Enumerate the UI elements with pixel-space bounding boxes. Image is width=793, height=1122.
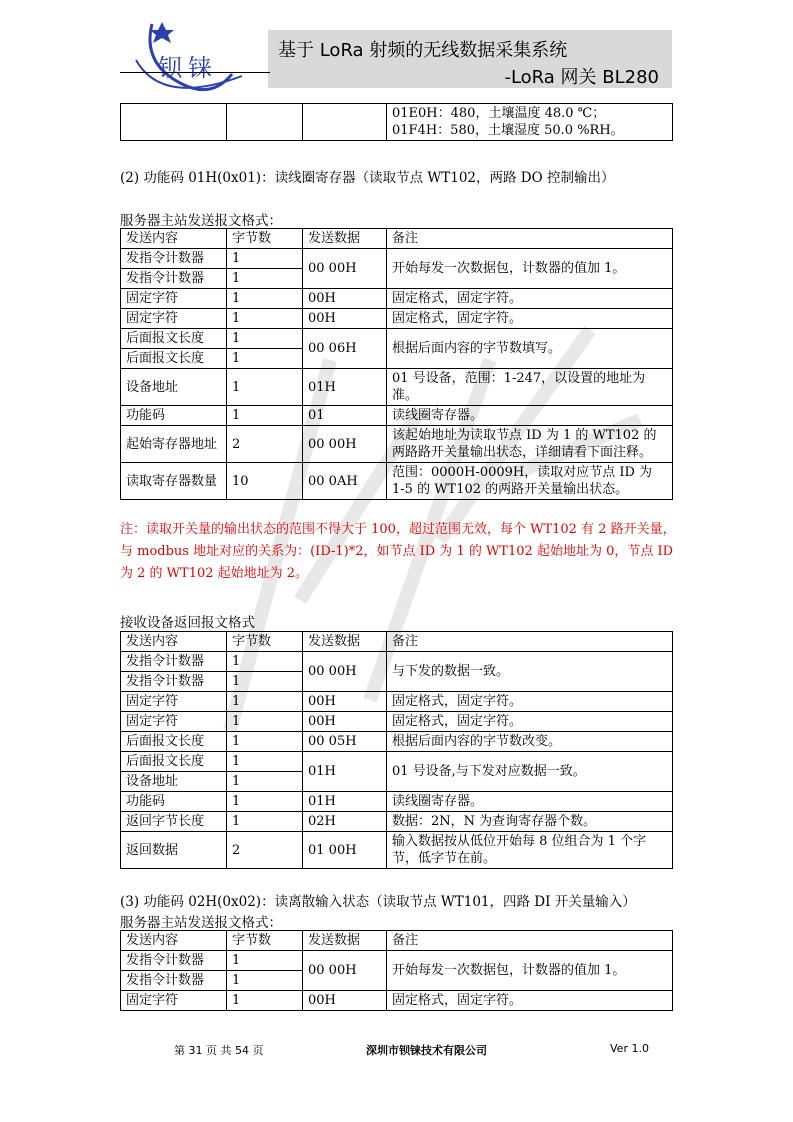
table-cell: 00H (303, 692, 387, 712)
table-row (121, 289, 673, 309)
table-cell: 输入数据按从低位开始每 8 位组合为 1 个字节，低字节在前。 (387, 832, 673, 869)
table-row (121, 249, 673, 269)
table-row (121, 792, 673, 812)
page-number: 第 31 页 共 54 页 (174, 1044, 264, 1057)
column-header: 备注 (387, 632, 673, 652)
table-cell: 1 (227, 369, 303, 406)
table-cell: 与下发的数据一致。 (387, 652, 673, 692)
table-row (121, 812, 673, 832)
table-cell (227, 104, 303, 141)
table-cell: 1 (227, 406, 303, 426)
table-row (121, 732, 673, 752)
table-cell: 读线圈寄存器。 (387, 792, 673, 812)
table-row (121, 329, 673, 349)
table-cell: 01H (303, 369, 387, 406)
table-cell: 功能码 (121, 406, 227, 426)
table-cell: 1 (227, 349, 303, 369)
table-cell (303, 104, 387, 141)
header-divider (120, 72, 270, 73)
table-cell: 固定格式，固定字符。 (387, 692, 673, 712)
table-cell: 固定字符 (121, 991, 227, 1011)
table-cell: 2 (227, 832, 303, 869)
table-cell: 读取寄存器数量 (121, 463, 227, 500)
company-name: 深圳市钡铼技术有限公司 (366, 1044, 487, 1057)
continued-table (120, 103, 673, 141)
table-row (121, 752, 673, 772)
table-cell: 1 (227, 732, 303, 752)
table-cell: 01H (303, 792, 387, 812)
table-cell: 后面报文长度 (121, 732, 227, 752)
table-cell: 1 (227, 309, 303, 329)
table-cell: 01H (303, 752, 387, 792)
table-cell: 1 (227, 712, 303, 732)
table-cell: 该起始地址为读取节点 ID 为 1 的 WT102 的两路路开关量输出状态，详细请看下面注释。 (387, 426, 673, 463)
section2-recv-table (120, 631, 673, 869)
table-cell: 固定字符 (121, 289, 227, 309)
table-cell: 1 (227, 672, 303, 692)
table-cell: 发指令计数器 (121, 269, 227, 289)
table-cell: 01 号设备，范围：1-247，以设置的地址为准。 (387, 369, 673, 406)
table-row (121, 369, 673, 406)
table-header-row (121, 931, 673, 951)
table-cell: 01E0H：480，土壤温度 48.0 ℃； 01F4H：580，土壤湿度 50.0 %RH。 (387, 104, 673, 141)
table-cell: 后面报文长度 (121, 752, 227, 772)
table-cell: 00 00H (303, 249, 387, 289)
table-cell: 起始寄存器地址 (121, 426, 227, 463)
table-cell: 1 (227, 652, 303, 672)
table-cell: 返回字节长度 (121, 812, 227, 832)
table-row (121, 406, 673, 426)
table-cell: 固定字符 (121, 309, 227, 329)
table-cell: 00H (303, 289, 387, 309)
table-cell: 固定字符 (121, 692, 227, 712)
table-row (121, 712, 673, 732)
table-cell: 1 (227, 792, 303, 812)
table-cell: 01 (303, 406, 387, 426)
table-cell: 设备地址 (121, 369, 227, 406)
section3-send-label: 服务器主站发送报文格式： (120, 915, 282, 931)
table-cell: 读线圈寄存器。 (387, 406, 673, 426)
table-cell: 根据后面内容的字节数填写。 (387, 329, 673, 369)
table-cell: 1 (227, 951, 303, 971)
table-cell: 00H (303, 991, 387, 1011)
column-header: 发送内容 (121, 632, 227, 652)
table-cell: 00 00H (303, 426, 387, 463)
table-cell: 1 (227, 329, 303, 349)
table-cell: 1 (227, 752, 303, 772)
column-header: 发送数据 (303, 931, 387, 951)
table-cell: 后面报文长度 (121, 349, 227, 369)
table-cell: 02H (303, 812, 387, 832)
table-cell: 发指令计数器 (121, 249, 227, 269)
table-cell: 00H (303, 712, 387, 732)
table-cell: 00 00H (303, 652, 387, 692)
logo-text: 钡铼 (158, 54, 218, 82)
table-row (121, 692, 673, 712)
table-cell: 数据：2N，N 为查询寄存器个数。 (387, 812, 673, 832)
table-cell: 范围：0000H-0009H，读取对应节点 ID 为 1-5 的 WT102 的两路开关量输出状态。 (387, 463, 673, 500)
column-header: 发送内容 (121, 229, 227, 249)
table-cell: 返回数据 (121, 832, 227, 869)
table-header-row (121, 229, 673, 249)
table-cell: 发指令计数器 (121, 951, 227, 971)
table-cell: 开始每发一次数据包，计数器的值加 1。 (387, 951, 673, 991)
table-cell: 后面报文长度 (121, 329, 227, 349)
section2-heading: (2) 功能码 01H(0x01)：读线圈寄存器（读取节点 WT102，两路 DO 控制输出） (120, 170, 615, 186)
column-header: 发送内容 (121, 931, 227, 951)
table-cell: 00 05H (303, 732, 387, 752)
column-header: 发送数据 (303, 632, 387, 652)
table-cell: 1 (227, 249, 303, 269)
table-cell: 00 06H (303, 329, 387, 369)
section2-send-label: 服务器主站发送报文格式： (120, 213, 282, 229)
table-cell: 1 (227, 971, 303, 991)
table-cell: 固定格式，固定字符。 (387, 289, 673, 309)
column-header: 字节数 (227, 632, 303, 652)
table-cell: 1 (227, 692, 303, 712)
table-row (121, 832, 673, 869)
table-cell: 00H (303, 309, 387, 329)
table-header-row (121, 632, 673, 652)
table-cell: 1 (227, 812, 303, 832)
table-cell (121, 104, 227, 141)
column-header: 备注 (387, 931, 673, 951)
table-cell: 1 (227, 269, 303, 289)
table-cell: 1 (227, 991, 303, 1011)
table-cell: 发指令计数器 (121, 672, 227, 692)
table-cell: 10 (227, 463, 303, 500)
table-cell: 2 (227, 426, 303, 463)
table-cell: 00 00H (303, 951, 387, 991)
table-row (121, 463, 673, 500)
table-row (121, 104, 673, 141)
document-subtitle: -LoRa 网关 BL280 (504, 67, 659, 88)
table-cell: 固定格式，固定字符。 (387, 309, 673, 329)
table-cell: 01 号设备,与下发对应数据一致。 (387, 752, 673, 792)
table-cell: 发指令计数器 (121, 652, 227, 672)
table-row (121, 652, 673, 672)
table-row (121, 951, 673, 971)
document-title: 基于 LoRa 射频的无线数据采集系统 (278, 40, 568, 61)
version-label: Ver 1.0 (610, 1042, 649, 1055)
table-cell: 1 (227, 772, 303, 792)
table-cell: 根据后面内容的字节数改变。 (387, 732, 673, 752)
table-cell: 01 00H (303, 832, 387, 869)
column-header: 发送数据 (303, 229, 387, 249)
column-header: 备注 (387, 229, 673, 249)
table-row (121, 426, 673, 463)
section2-send-table (120, 228, 673, 500)
section3-send-table (120, 930, 673, 1011)
section2-recv-label: 接收设备返回报文格式 (120, 615, 255, 631)
table-row (121, 309, 673, 329)
table-cell: 1 (227, 289, 303, 309)
table-row (121, 991, 673, 1011)
red-note: 注：读取开关量的输出状态的范围不得大于 100，超过范围无效，每个 WT102 有 2 路开关量，与 modbus 地址对应的关系为：(ID-1)*2，如节点 ID 为 1 的 WT102 起始地址为 0，节点 ID 为 2 的 WT102 起始地址为 2。 (120, 522, 676, 581)
table-cell: 功能码 (121, 792, 227, 812)
column-header: 字节数 (227, 229, 303, 249)
table-cell: 设备地址 (121, 772, 227, 792)
table-cell: 发指令计数器 (121, 971, 227, 991)
table-cell: 00 0AH (303, 463, 387, 500)
column-header: 字节数 (227, 931, 303, 951)
table-cell: 开始每发一次数据包，计数器的值加 1。 (387, 249, 673, 289)
table-cell: 固定格式，固定字符。 (387, 712, 673, 732)
table-cell: 固定格式，固定字符。 (387, 991, 673, 1011)
section3-heading: (3) 功能码 02H(0x02)：读离散输入状态（读取节点 WT101，四路 DI 开关量输入） (120, 894, 636, 910)
table-cell: 固定字符 (121, 712, 227, 732)
